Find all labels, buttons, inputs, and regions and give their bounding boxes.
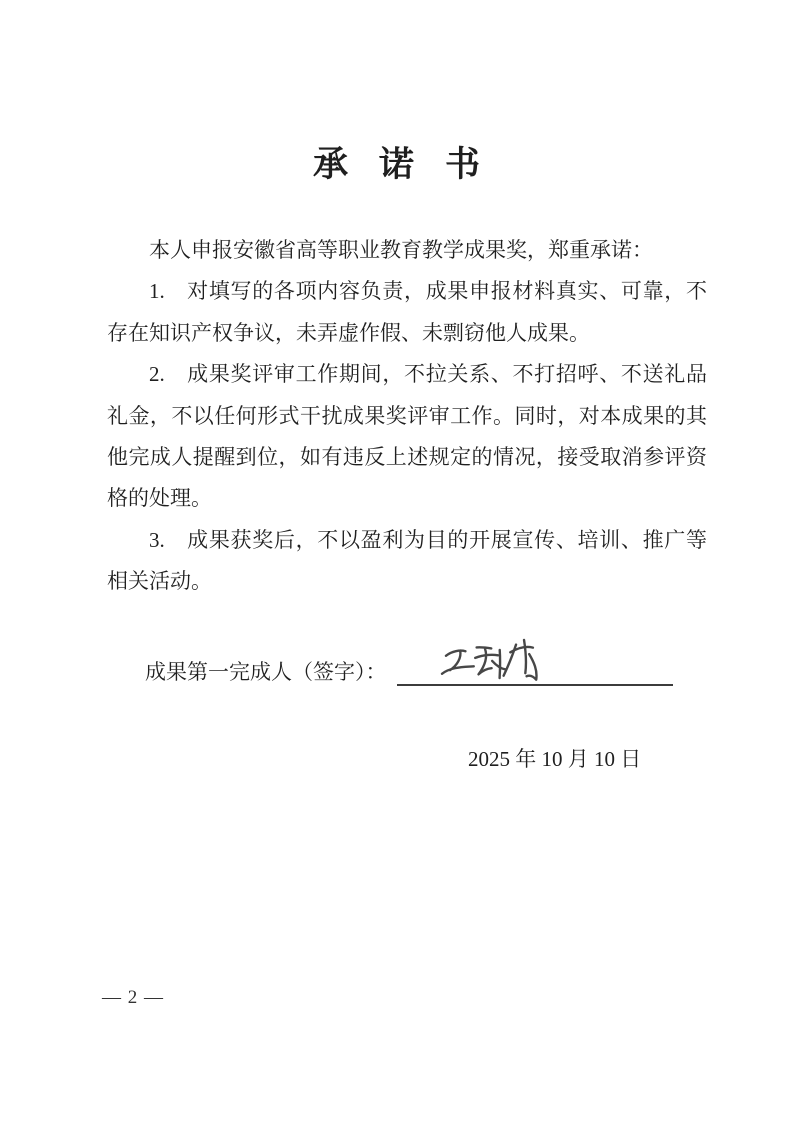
intro-paragraph: 本人申报安徽省高等职业教育教学成果奖，郑重承诺：: [149, 238, 653, 262]
commitment-item-2: 2. 成果奖评审工作期间，不拉关系、不打招呼、不送礼品礼金，不以任何形式干扰成果奖评审工作。同时，对本成果的其他完成人提醒到位，如有违反上述规定的情况，接受取消参评资格的处理。: [107, 362, 707, 511]
signature-stroke-xin: [475, 645, 506, 679]
commitment-item-3: 3. 成果获奖后，不以盈利为目的开展宣传、培训、推广等相关活动。: [107, 527, 707, 594]
date-line: 2025 年 10 月 10 日: [468, 747, 642, 771]
commitment-item-1: 1. 对填写的各项内容负责，成果申报材料真实、可靠，不存在知识产权争议，未弄虚作假、未剽窃他人成果。: [107, 279, 707, 345]
page-title-text: 承诺书: [312, 145, 511, 184]
document-body: [107, 230, 707, 603]
signature-stroke-wang: [440, 650, 474, 674]
signature-handwriting: [438, 635, 542, 685]
signature-label: 成果第一完成人（签字）：: [145, 660, 387, 684]
signature-stroke-qiao: [501, 639, 537, 682]
page-number: — 2 —: [102, 987, 164, 1008]
page-title: [0, 145, 793, 185]
